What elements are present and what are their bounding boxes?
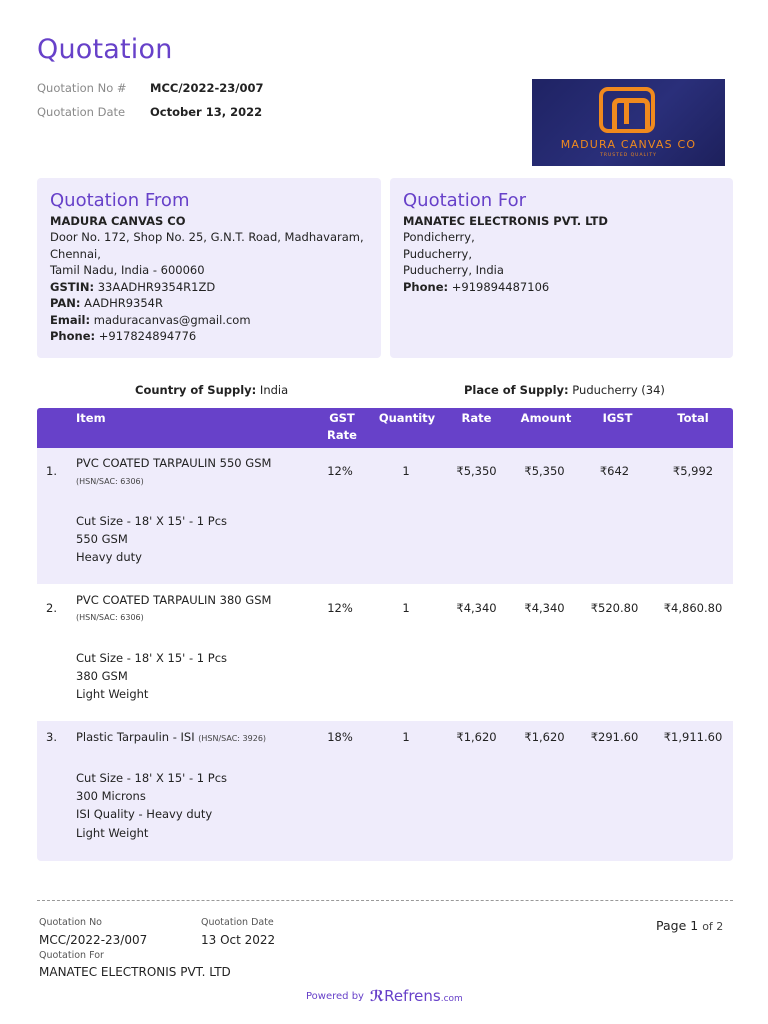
row-number: 1. [46,464,57,478]
row-hsn: (HSN/SAC: 6306) [76,613,144,622]
from-address-2: Chennai, [50,246,101,261]
footer-quotation-date-label: Quotation Date [201,917,274,928]
from-phone-value: +917824894776 [98,329,197,343]
items-table-header [37,408,733,448]
country-of-supply-value: India [259,383,289,397]
from-pan-value: AADHR9354R [84,296,163,310]
from-phone [50,328,368,345]
refrens-brand-suffix: .com [440,994,463,1004]
from-phone-label: Phone: [50,329,96,343]
header-rate: Rate [461,411,492,425]
place-of-supply-label: Place of Supply: [464,383,569,397]
row-total: ₹5,992 [672,464,714,478]
quotation-date-value: October 13, 2022 [150,105,263,119]
row-qty: 1 [402,601,410,615]
from-company: MADURA CANVAS CO [50,214,186,228]
footer-quotation-no-value: MCC/2022-23/007 [39,933,148,947]
row-igst: ₹291.60 [590,730,639,744]
header-item: Item [76,411,106,425]
country-of-supply [135,383,288,397]
table-row [37,584,733,721]
country-of-supply-label: Country of Supply: [135,383,257,397]
quotation-from-card [37,178,381,358]
footer-quotation-no-label: Quotation No [39,917,102,928]
quotation-number-value: MCC/2022-23/007 [150,81,264,95]
quotation-date [37,105,262,119]
quotation-for-card [390,178,733,358]
place-of-supply [464,383,665,397]
header-amount: Amount [520,411,572,425]
from-pan [50,295,368,312]
row-item-name: PVC COATED TARPAULIN 550 GSM [76,456,272,470]
header-quantity: Quantity [378,411,436,425]
refrens-brand-name: Refrens [384,987,441,1005]
for-address-2: Puducherry, [403,246,473,261]
row-amount: ₹5,350 [524,464,565,478]
logo-m-icon [599,87,655,133]
row-rate: ₹1,620 [456,730,497,744]
from-gstin-label: GSTIN: [50,279,95,294]
row-number: 2. [46,601,57,615]
header-gst-line1: GST [329,411,355,425]
row-rate: ₹5,350 [456,464,497,478]
row-desc-line: Cut Size - 18' X 15' - 1 Pcs [76,651,228,665]
refrens-brand[interactable] [370,987,463,1005]
footer-divider [37,900,733,901]
row-hsn: (HSN/SAC: 3926) [198,734,267,743]
row-item-name [76,728,266,748]
row-igst: ₹642 [599,464,630,478]
table-row [37,721,733,861]
row-qty: 1 [402,464,410,478]
row-desc-line: ISI Quality - Heavy duty [76,807,213,821]
row-hsn: (HSN/SAC: 6306) [76,477,144,486]
powered-by-label: Powered by [306,991,364,1002]
row-desc-line: Cut Size - 18' X 15' - 1 Pcs [76,514,228,528]
row-gst: 12% [327,601,353,615]
row-qty: 1 [402,730,410,744]
quotation-from-heading: Quotation From [50,190,190,211]
page-title: Quotation [37,34,173,65]
for-phone-label: Phone: [403,279,449,294]
row-gst: 12% [327,464,353,478]
row-desc-line: 380 GSM [76,669,128,683]
row-amount: ₹4,340 [524,601,565,615]
quotation-date-label: Quotation Date [37,105,126,119]
page-label: Page [656,918,687,933]
row-desc-line: 550 GSM [76,532,128,546]
from-address-3: Tamil Nadu, India - 600060 [50,263,205,277]
from-email [50,312,368,329]
logo-tagline: TRUSTED QUALITY [600,153,657,158]
row-desc-line: Light Weight [76,826,149,840]
page-number: 1 [690,918,699,933]
for-phone-value: +919894487106 [451,279,550,294]
for-company: MANATEC ELECTRONIS PVT. LTD [403,214,608,228]
row-desc-line: Cut Size - 18' X 15' - 1 Pcs [76,771,228,785]
row-total: ₹4,860.80 [663,601,723,615]
quotation-number [37,81,264,95]
place-of-supply-value: Puducherry (34) [572,383,665,397]
row-desc-line: 300 Microns [76,789,146,803]
row-item-name: PVC COATED TARPAULIN 380 GSM [76,593,272,607]
from-address-1: Door No. 172, Shop No. 25, G.N.T. Road, Madhavaram, [50,230,364,244]
page-indicator [656,918,723,933]
footer-quotation-for-label: Quotation For [39,950,104,961]
from-email-value: maduracanvas@gmail.com [93,312,251,327]
logo-name: MADURA CANVAS CO [560,138,697,151]
row-desc-line: Light Weight [76,687,149,701]
company-logo [532,79,725,166]
row-total: ₹1,911.60 [663,730,723,744]
header-igst: IGST [602,411,633,425]
page-of: of 2 [702,920,724,933]
table-row [37,448,733,584]
for-address-1: Pondicherry, [403,230,475,244]
refrens-logo-icon: ℛ [370,987,385,1005]
quotation-number-label: Quotation No # [37,81,127,95]
row-rate: ₹4,340 [456,601,497,615]
row-gst: 18% [327,730,353,744]
header-gst-line2: Rate [327,428,357,442]
row-number: 3. [46,730,57,744]
for-phone [403,279,720,296]
for-address-3: Puducherry, India [403,263,504,277]
row-amount: ₹1,620 [524,730,565,744]
row-igst: ₹520.80 [590,601,639,615]
header-total: Total [677,411,709,425]
footer-quotation-for-value: MANATEC ELECTRONIS PVT. LTD [39,965,231,979]
from-gstin-value: 33AADHR9354R1ZD [97,279,216,294]
row-desc-line: Heavy duty [76,550,142,564]
from-gstin [50,279,368,296]
row-item-name-text: Plastic Tarpaulin - ISI [76,730,195,744]
from-pan-label: PAN: [50,296,81,310]
quotation-for-heading: Quotation For [403,190,527,211]
from-email-label: Email: [50,312,91,327]
footer-quotation-date-value: 13 Oct 2022 [201,933,276,947]
header-gst-rate [317,410,367,444]
